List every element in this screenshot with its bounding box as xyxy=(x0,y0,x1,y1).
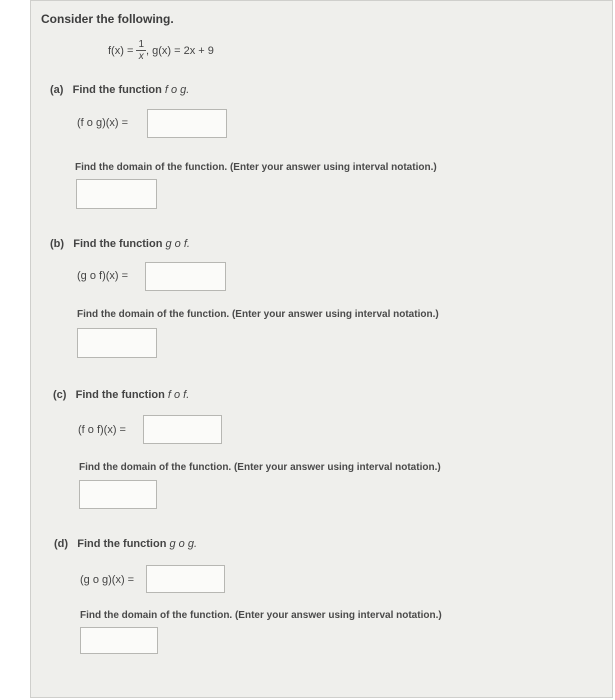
part-prompt-text: Find the function xyxy=(73,238,163,250)
part-a-prompt xyxy=(50,84,189,96)
part-a-domain-input[interactable] xyxy=(76,179,157,209)
f-fraction xyxy=(136,40,146,62)
part-c-domain-input[interactable] xyxy=(79,480,157,509)
part-letter: (c) xyxy=(53,389,67,401)
part-function-name: g o f. xyxy=(165,238,190,250)
part-b-prompt xyxy=(50,238,190,250)
part-a-domain-prompt: Find the domain of the function. (Enter your answer using interval notation.) xyxy=(75,162,437,173)
part-a-expr-label: (f o g)(x) = xyxy=(77,117,129,129)
part-d-expr-label: (g o g)(x) = xyxy=(80,574,135,586)
g-definition: , g(x) = 2x + 9 xyxy=(146,44,214,57)
part-c-expr-label: (f o f)(x) = xyxy=(78,424,126,436)
problem-heading: Consider the following. xyxy=(41,12,174,26)
part-b-expr-label: (g o f)(x) = xyxy=(77,270,129,282)
part-function-name: f o f. xyxy=(167,389,190,401)
part-c-expr-input[interactable] xyxy=(143,415,222,444)
part-prompt-text: Find the function xyxy=(75,389,165,401)
part-prompt-text: Find the function xyxy=(72,84,162,96)
part-a-expr-input[interactable] xyxy=(147,109,227,138)
part-b-domain-prompt: Find the domain of the function. (Enter your answer using interval notation.) xyxy=(77,309,439,320)
part-d-domain-input[interactable] xyxy=(80,627,158,654)
part-d-expr-input[interactable] xyxy=(146,565,225,593)
part-d-prompt xyxy=(54,538,197,550)
part-c-domain-prompt: Find the domain of the function. (Enter your answer using interval notation.) xyxy=(79,462,441,473)
f-denominator: x xyxy=(138,51,144,62)
given-functions xyxy=(108,40,214,62)
part-c-prompt xyxy=(53,389,189,401)
part-function-name: g o g. xyxy=(169,538,198,550)
part-prompt-text: Find the function xyxy=(77,538,167,550)
part-b-domain-input[interactable] xyxy=(77,328,157,358)
part-letter: (b) xyxy=(50,238,65,250)
part-letter: (d) xyxy=(54,538,69,550)
f-numerator: 1 xyxy=(138,39,144,50)
part-b-expr-input[interactable] xyxy=(145,262,226,291)
part-letter: (a) xyxy=(50,84,64,96)
f-definition-label: f(x) = xyxy=(108,44,134,57)
part-d-domain-prompt: Find the domain of the function. (Enter your answer using interval notation.) xyxy=(80,610,442,621)
part-function-name: f o g. xyxy=(164,84,190,96)
